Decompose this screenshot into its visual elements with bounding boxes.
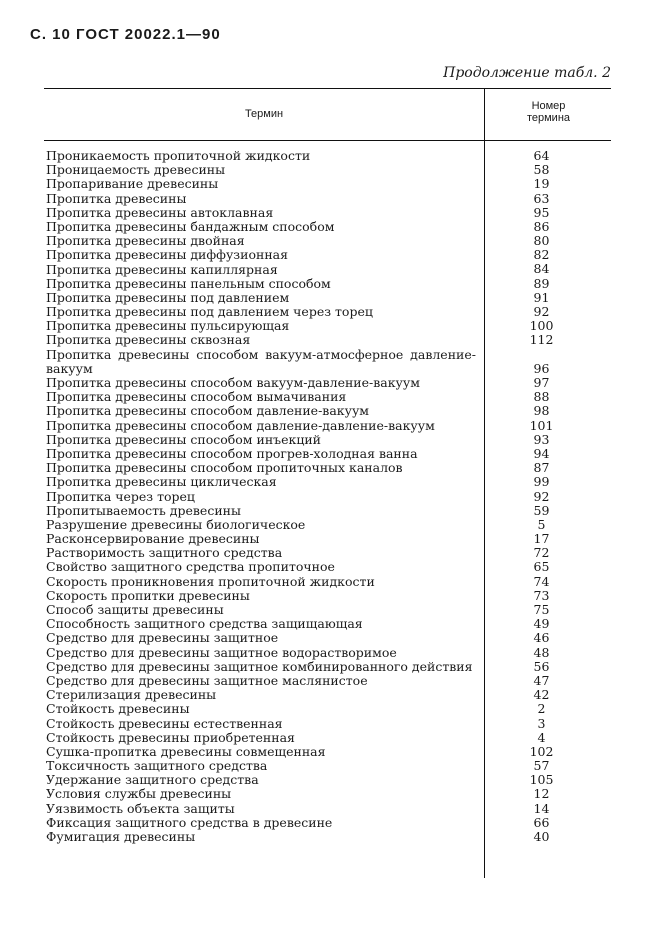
- table-row: [46, 461, 606, 475]
- term-number-cell: 95: [533, 204, 550, 220]
- term-number-cell: 64: [533, 147, 550, 163]
- term-number-cell: 3: [537, 715, 546, 731]
- table-row: [46, 206, 606, 220]
- term-cell: Пропитка древесины двойная: [46, 233, 245, 249]
- term-number-cell: 100: [529, 318, 554, 334]
- table-top-rule: [44, 88, 611, 89]
- table-row: [46, 248, 606, 262]
- column-header-number: [486, 100, 611, 124]
- term-number-cell: 49: [533, 616, 550, 632]
- table-row: [46, 234, 606, 248]
- term-number-cell: 12: [533, 786, 550, 802]
- term-cell: Пропитка древесины под давлением: [46, 289, 290, 305]
- table-row: [46, 404, 606, 418]
- table-row: [46, 674, 606, 688]
- term-number-cell: 17: [533, 531, 550, 547]
- term-cell: Пропаривание древесины: [46, 176, 219, 192]
- table-row: [46, 518, 606, 532]
- term-cell: Токсичность защитного средства: [46, 758, 268, 774]
- term-number-cell: 63: [533, 190, 550, 206]
- term-cell: Пропитка через торец: [46, 488, 195, 504]
- term-number-cell: 2: [537, 701, 546, 717]
- term-cell: Пропитка древесины сквозная: [46, 332, 251, 348]
- column-header-number-line2: термина: [526, 112, 571, 124]
- term-number-cell: 75: [533, 602, 550, 617]
- term-cell: Средство для древесины защитное маслянистое: [46, 672, 368, 688]
- term-number-cell: 87: [533, 460, 550, 476]
- term-cell: Стойкость древесины: [46, 701, 190, 717]
- table-row: [46, 646, 606, 660]
- table-row: [46, 490, 606, 504]
- term-cell: Пропитка древесины диффузионная: [46, 247, 288, 263]
- term-number-cell: 105: [529, 772, 554, 788]
- term-cell: Средство для древесины защитное водорастворимое: [46, 644, 397, 660]
- term-cell: Пропитываемость древесины: [46, 502, 241, 518]
- table-row: [46, 589, 606, 603]
- table-row: [46, 745, 606, 759]
- term-cell: Пропитка древесины автоклавная: [46, 204, 274, 220]
- term-cell: Пропитка древесины бандажным способом: [46, 218, 335, 234]
- term-number-cell: 82: [533, 247, 550, 263]
- term-cell: Пропитка древесины способом прогрев-холодная ванна: [46, 445, 418, 461]
- table-row: [46, 447, 606, 461]
- term-cell: Пропитка древесины способом пропиточных каналов: [46, 460, 403, 476]
- table-row: [46, 504, 606, 518]
- term-number-cell: 66: [533, 814, 550, 830]
- table-row: [46, 277, 606, 291]
- term-number-cell: 4: [537, 729, 546, 745]
- table-row: [46, 475, 606, 489]
- term-number-cell: 40: [533, 829, 550, 844]
- term-cell: Уязвимость объекта защиты: [46, 800, 235, 816]
- term-cell: Стойкость древесины приобретенная: [46, 729, 295, 745]
- term-cell: Стойкость древесины естественная: [46, 715, 283, 731]
- term-cell: Пропитка древесины способом вакуум-атмосферное давление-вакуум: [46, 346, 476, 376]
- table-row: [46, 617, 606, 631]
- table-row: [46, 787, 606, 801]
- term-cell: Способ защиты древесины: [46, 602, 224, 618]
- table-row: [46, 802, 606, 816]
- term-cell: Проникаемость пропиточной жидкости: [46, 148, 311, 163]
- table-row: [46, 717, 606, 731]
- table-row: [46, 263, 606, 277]
- table-row: [46, 759, 606, 773]
- terms-table-body: [46, 149, 606, 844]
- table-row: [46, 419, 606, 433]
- term-number-cell: 57: [533, 758, 550, 774]
- term-cell: Пропитка древесины способом инъекций: [46, 431, 322, 447]
- term-cell: Пропитка древесины способом вакуум-давление-вакуум: [46, 375, 420, 391]
- term-number-cell: 80: [533, 233, 550, 249]
- table-row: [46, 546, 606, 560]
- table-row: [46, 177, 606, 191]
- term-cell: Пропитка древесины способом давление-вакуум: [46, 403, 370, 419]
- term-number-cell: 19: [533, 176, 550, 192]
- term-number-cell: 14: [533, 800, 550, 816]
- term-number-cell: 99: [533, 474, 550, 490]
- table-row: [46, 603, 606, 617]
- term-number-cell: 72: [533, 545, 550, 561]
- term-cell: Фумигация древесины: [46, 829, 196, 845]
- table-continuation-label: Продолжение табл. 2: [443, 65, 611, 81]
- table-row: [46, 333, 606, 347]
- table-row: [46, 390, 606, 404]
- term-number-cell: 74: [533, 573, 550, 589]
- term-number-cell: 91: [533, 289, 550, 305]
- term-cell: Пропитка древесины панельным способом: [46, 275, 331, 291]
- term-cell: Пропитка древесины: [46, 190, 187, 206]
- term-cell: Расконсервирование древесины: [46, 531, 260, 547]
- term-cell: Пропитка древесины под давлением через торец: [46, 304, 373, 320]
- page-header: С. 10 ГОСТ 20022.1—90: [30, 26, 221, 43]
- table-row: [46, 773, 606, 787]
- table-row: [46, 575, 606, 589]
- table-row: [46, 348, 606, 376]
- table-row: [46, 305, 606, 319]
- term-number-cell: 102: [529, 743, 554, 759]
- term-number-cell: 86: [533, 218, 550, 234]
- table-row: [46, 220, 606, 234]
- term-cell: Сушка-пропитка древесины совмещенная: [46, 743, 326, 759]
- table-row: [46, 149, 606, 163]
- term-number-cell: 101: [529, 417, 554, 433]
- term-number-cell: 46: [533, 630, 550, 646]
- term-number-cell: 5: [537, 516, 546, 532]
- term-cell: Проницаемость древесины: [46, 162, 226, 178]
- term-number-cell: 73: [533, 587, 550, 603]
- column-header-term: Термин: [244, 108, 284, 120]
- term-cell: Пропитка древесины циклическая: [46, 474, 277, 490]
- term-number-cell: 42: [533, 687, 550, 703]
- term-number-cell: 98: [533, 403, 550, 419]
- table-row: [46, 731, 606, 745]
- term-cell: Стерилизация древесины: [46, 687, 217, 703]
- table-row: [46, 319, 606, 333]
- table-row: [46, 163, 606, 177]
- term-cell: Скорость пропитки древесины: [46, 587, 250, 603]
- term-cell: Растворимость защитного средства: [46, 545, 283, 561]
- term-cell: Пропитка древесины способом вымачивания: [46, 389, 347, 405]
- table-row: [46, 631, 606, 645]
- term-cell: Разрушение древесины биологическое: [46, 516, 306, 532]
- term-number-cell: 97: [533, 375, 550, 390]
- table-row: [46, 816, 606, 830]
- term-cell: Пропитка древесины пульсирующая: [46, 318, 290, 334]
- table-row: [46, 433, 606, 447]
- term-cell: Способность защитного средства защищающая: [46, 616, 363, 632]
- column-header-number-line1: Номер: [531, 100, 566, 112]
- table-header-rule: [44, 140, 611, 141]
- term-number-cell: 56: [533, 658, 550, 674]
- table-row: [46, 376, 606, 390]
- table-row: [46, 560, 606, 574]
- term-number-cell: 112: [529, 332, 554, 348]
- table-row: [46, 660, 606, 674]
- table-row: [46, 688, 606, 702]
- term-number-cell: 48: [533, 644, 550, 660]
- table-row: [46, 532, 606, 546]
- term-number-cell: 47: [533, 672, 550, 688]
- term-number-cell: 92: [533, 488, 550, 504]
- term-number-cell: 94: [533, 445, 550, 461]
- term-number-cell: 84: [533, 261, 550, 277]
- term-number-cell: 96: [533, 360, 550, 376]
- term-cell: Удержание защитного средства: [46, 772, 259, 788]
- term-cell: Средство для древесины защитное: [46, 630, 279, 646]
- term-number-cell: 89: [533, 275, 550, 291]
- term-cell: Свойство защитного средства пропиточное: [46, 559, 335, 575]
- table-row: [46, 291, 606, 305]
- term-number-cell: 92: [533, 304, 550, 320]
- term-cell: Условия службы древесины: [46, 786, 232, 802]
- term-number-cell: 65: [533, 559, 550, 575]
- table-row: [46, 830, 606, 844]
- term-number-cell: 59: [533, 502, 550, 518]
- table-row: [46, 702, 606, 716]
- term-cell: Скорость проникновения пропиточной жидкости: [46, 573, 375, 589]
- term-number-cell: 58: [533, 162, 550, 178]
- table-row: [46, 192, 606, 206]
- term-number-cell: 93: [533, 431, 550, 447]
- term-number-cell: 88: [533, 389, 550, 405]
- term-cell: Средство для древесины защитное комбинированного действия: [46, 658, 473, 674]
- term-cell: Фиксация защитного средства в древесине: [46, 814, 333, 830]
- term-cell: Пропитка древесины способом давление-давление-вакуум: [46, 417, 435, 433]
- term-cell: Пропитка древесины капиллярная: [46, 261, 278, 277]
